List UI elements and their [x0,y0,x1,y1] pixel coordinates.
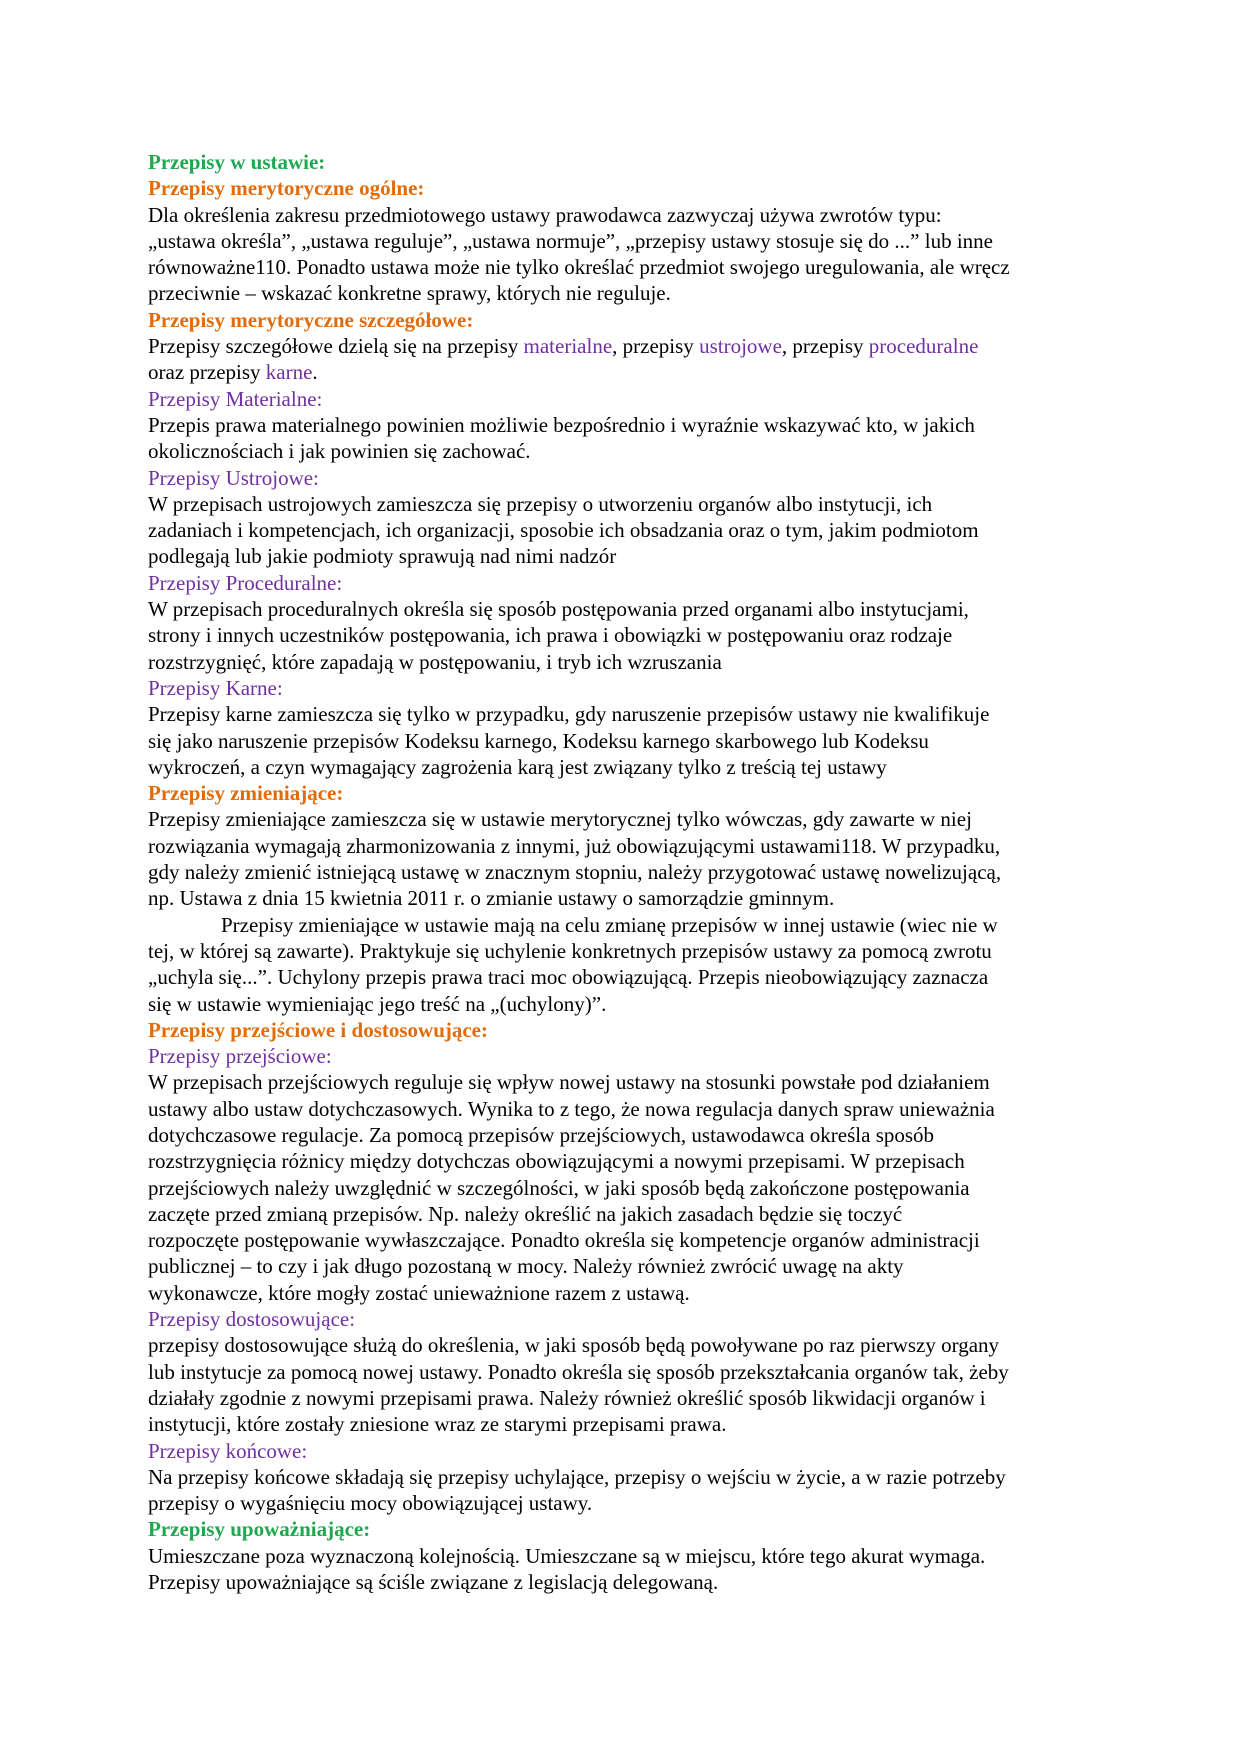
heading-zmieniajace: Przepisy zmieniające: [148,781,344,806]
heading-materialne: Przepisy Materialne: [148,386,323,411]
document-page [148,149,1098,1595]
paragraph-line: Przepisy upoważniające są ściśle związane z legislacją delegowaną. [148,1570,719,1595]
paragraph-line: przepisy dostosowujące służą do określenia, w jaki sposób będą powoływane po raz pierwszy organy [148,1333,1000,1358]
paragraph-line: podlegają lub jakie podmioty sprawują nad nimi nadzór [148,544,617,569]
paragraph-line: strony i innych uczestników postępowania, ich prawa i obowiązki w postępowaniu oraz rodzaje [148,623,953,648]
heading-merytoryczne-szczegolowe: Przepisy merytoryczne szczegółowe: [148,307,474,332]
paragraph-line: zaczęte przed zmianą przepisów. Np. należy określić na jakich zasadach będzie się toczyć [148,1201,903,1226]
paragraph-line: lub instytucje za pomocą nowej ustawy. Ponadto określa się sposób przekształcania organów tak, żeby [148,1359,1009,1384]
paragraph-line: przepisy o wygaśnięciu mocy obowiązującej ustawy. [148,1491,593,1516]
paragraph-line: rozwiązania wymagają zharmonizowania z innymi, już obowiązującymi ustawami118. W przypadku, [148,833,1001,858]
paragraph-line: się jako naruszenie przepisów Kodeksu karnego, Kodeksu karnego skarbowego lub Kodeksu [148,728,929,753]
text-segment: Przepisy szczegółowe dzielą się na przepisy [148,334,524,359]
paragraph-line: rozpoczęte postępowanie wywłaszczające. Ponadto określa się kompetencje organów administracji [148,1228,980,1253]
heading-merytoryczne-ogolne: Przepisy merytoryczne ogólne: [148,176,425,201]
paragraph-line: Umieszczane poza wyznaczoną kolejnością. Umieszczane są w miejscu, które tego akurat wymaga. [148,1543,986,1568]
paragraph-line: Przepisy zmieniające zamieszcza się w ustawie merytorycznej tylko wówczas, gdy zawarte w niej [148,807,972,832]
paragraph-line: rozstrzygnięcia różnicy między dotychczas obowiązującymi a nowymi przepisami. W przepisach [148,1149,965,1174]
heading-przejsciowe-i-dostosowujace: Przepisy przejściowe i dostosowujące: [148,1017,488,1042]
keyword-ustrojowe: ustrojowe [699,334,782,359]
paragraph-line [148,333,1098,359]
paragraph-line [148,359,1098,385]
heading-dostosowujace: Przepisy dostosowujące: [148,1307,356,1332]
paragraph-line: gdy należy zmienić istniejącą ustawę w znacznym stopniu, należy przygotować ustawę nowelizującą, [148,860,1002,885]
paragraph-line: Dla określenia zakresu przedmiotowego ustawy prawodawca zazwyczaj używa zwrotów typu: [148,202,942,227]
paragraph-line: W przepisach proceduralnych określa się sposób postępowania przed organami albo instytucjami, [148,597,969,622]
heading-proceduralne: Przepisy Proceduralne: [148,570,343,595]
paragraph-line-indented: Przepisy zmieniające w ustawie mają na celu zmianę przepisów w innej ustawie (wiec nie w [221,912,998,937]
paragraph-line: działały zgodnie z nowymi przepisami prawa. Należy również określić sposób likwidacji organów i [148,1385,986,1410]
paragraph-line: instytucji, które zostały zniesione wraz ze starymi przepisami prawa. [148,1412,727,1437]
heading-karne: Przepisy Karne: [148,675,283,700]
keyword-materialne: materialne [523,334,613,359]
paragraph-line: wykonawcze, które mogły zostać unieważnione razem z ustawą. [148,1280,690,1305]
heading-przejsciowe: Przepisy przejściowe: [148,1044,332,1069]
heading-upowazniajace: Przepisy upoważniające: [148,1517,371,1542]
keyword-proceduralne: proceduralne [868,334,979,359]
paragraph-line: wykroczeń, a czyn wymagający zagrożenia karą jest związany tylko z treścią tej ustawy [148,754,887,779]
paragraph-line: W przepisach przejściowych reguluje się wpływ nowej ustawy na stosunki powstałe pod działaniem [148,1070,990,1095]
keyword-karne: karne [265,360,313,385]
heading-ustrojowe: Przepisy Ustrojowe: [148,465,319,490]
heading-koncowe: Przepisy końcowe: [148,1438,308,1463]
paragraph-line: przeciwnie – wskazać konkretne sprawy, których nie reguluje. [148,281,671,306]
text-segment: oraz przepisy [148,360,266,385]
text-segment: . [312,360,318,385]
paragraph-line: zadaniach i kompetencjach, ich organizacji, sposobie ich obsadzania oraz o tym, jakim podmiotom [148,518,979,543]
paragraph-line: „uchyla się...”. Uchylony przepis prawa traci moc obowiązującą. Przepis nieobowiązujący zaznacza [148,965,989,990]
paragraph-line: równoważne110. Ponadto ustawa może nie tylko określać przedmiot swojego uregulowania, ale wręcz [148,255,1010,280]
paragraph-line: się w ustawie wymieniając jego treść na „(uchylony)”. [148,991,607,1016]
paragraph-line: np. Ustawa z dnia 15 kwietnia 2011 r. o zmianie ustawy o samorządzie gminnym. [148,886,835,911]
paragraph-line: okolicznościach i jak powinien się zachować. [148,439,531,464]
heading-przepisy-w-ustawie: Przepisy w ustawie: [148,150,326,174]
paragraph-line: przejściowych należy uwzględnić w szczególności, w jaki sposób będą zakończone postępowania [148,1175,970,1200]
paragraph-line: rozstrzygnięć, które zapadają w postępowaniu, i tryb ich wzruszania [148,649,722,674]
paragraph-line: „ustawa określa”, „ustawa reguluje”, „ustawa normuje”, „przepisy ustawy stosuje się do ...” lub inne [148,228,993,253]
text-segment: , przepisy [612,334,700,359]
paragraph-line: tej, w której są zawarte). Praktykuje się uchylenie konkretnych przepisów ustawy za pomocą zwrotu [148,938,992,963]
paragraph-line: publicznej – to czy i jak długo pozostaną w mocy. Należy również zwrócić uwagę na akty [148,1254,904,1279]
paragraph-line: Przepisy karne zamieszcza się tylko w przypadku, gdy naruszenie przepisów ustawy nie kwalifikuje [148,702,990,727]
paragraph-line: Przepis prawa materialnego powinien możliwie bezpośrednio i wyraźnie wskazywać kto, w jakich [148,412,975,437]
paragraph-line: dotychczasowe regulacje. Za pomocą przepisów przejściowych, ustawodawca określa sposób [148,1122,935,1147]
paragraph-line: ustawy albo ustaw dotychczasowych. Wynika to z tego, że nowa regulacja danych spraw unieważnia [148,1096,995,1121]
text-segment: , przepisy [781,334,869,359]
paragraph-line: W przepisach ustrojowych zamieszcza się przepisy o utworzeniu organów albo instytucji, ich [148,491,933,516]
paragraph-line: Na przepisy końcowe składają się przepisy uchylające, przepisy o wejściu w życie, a w razie potrzeby [148,1464,1006,1489]
